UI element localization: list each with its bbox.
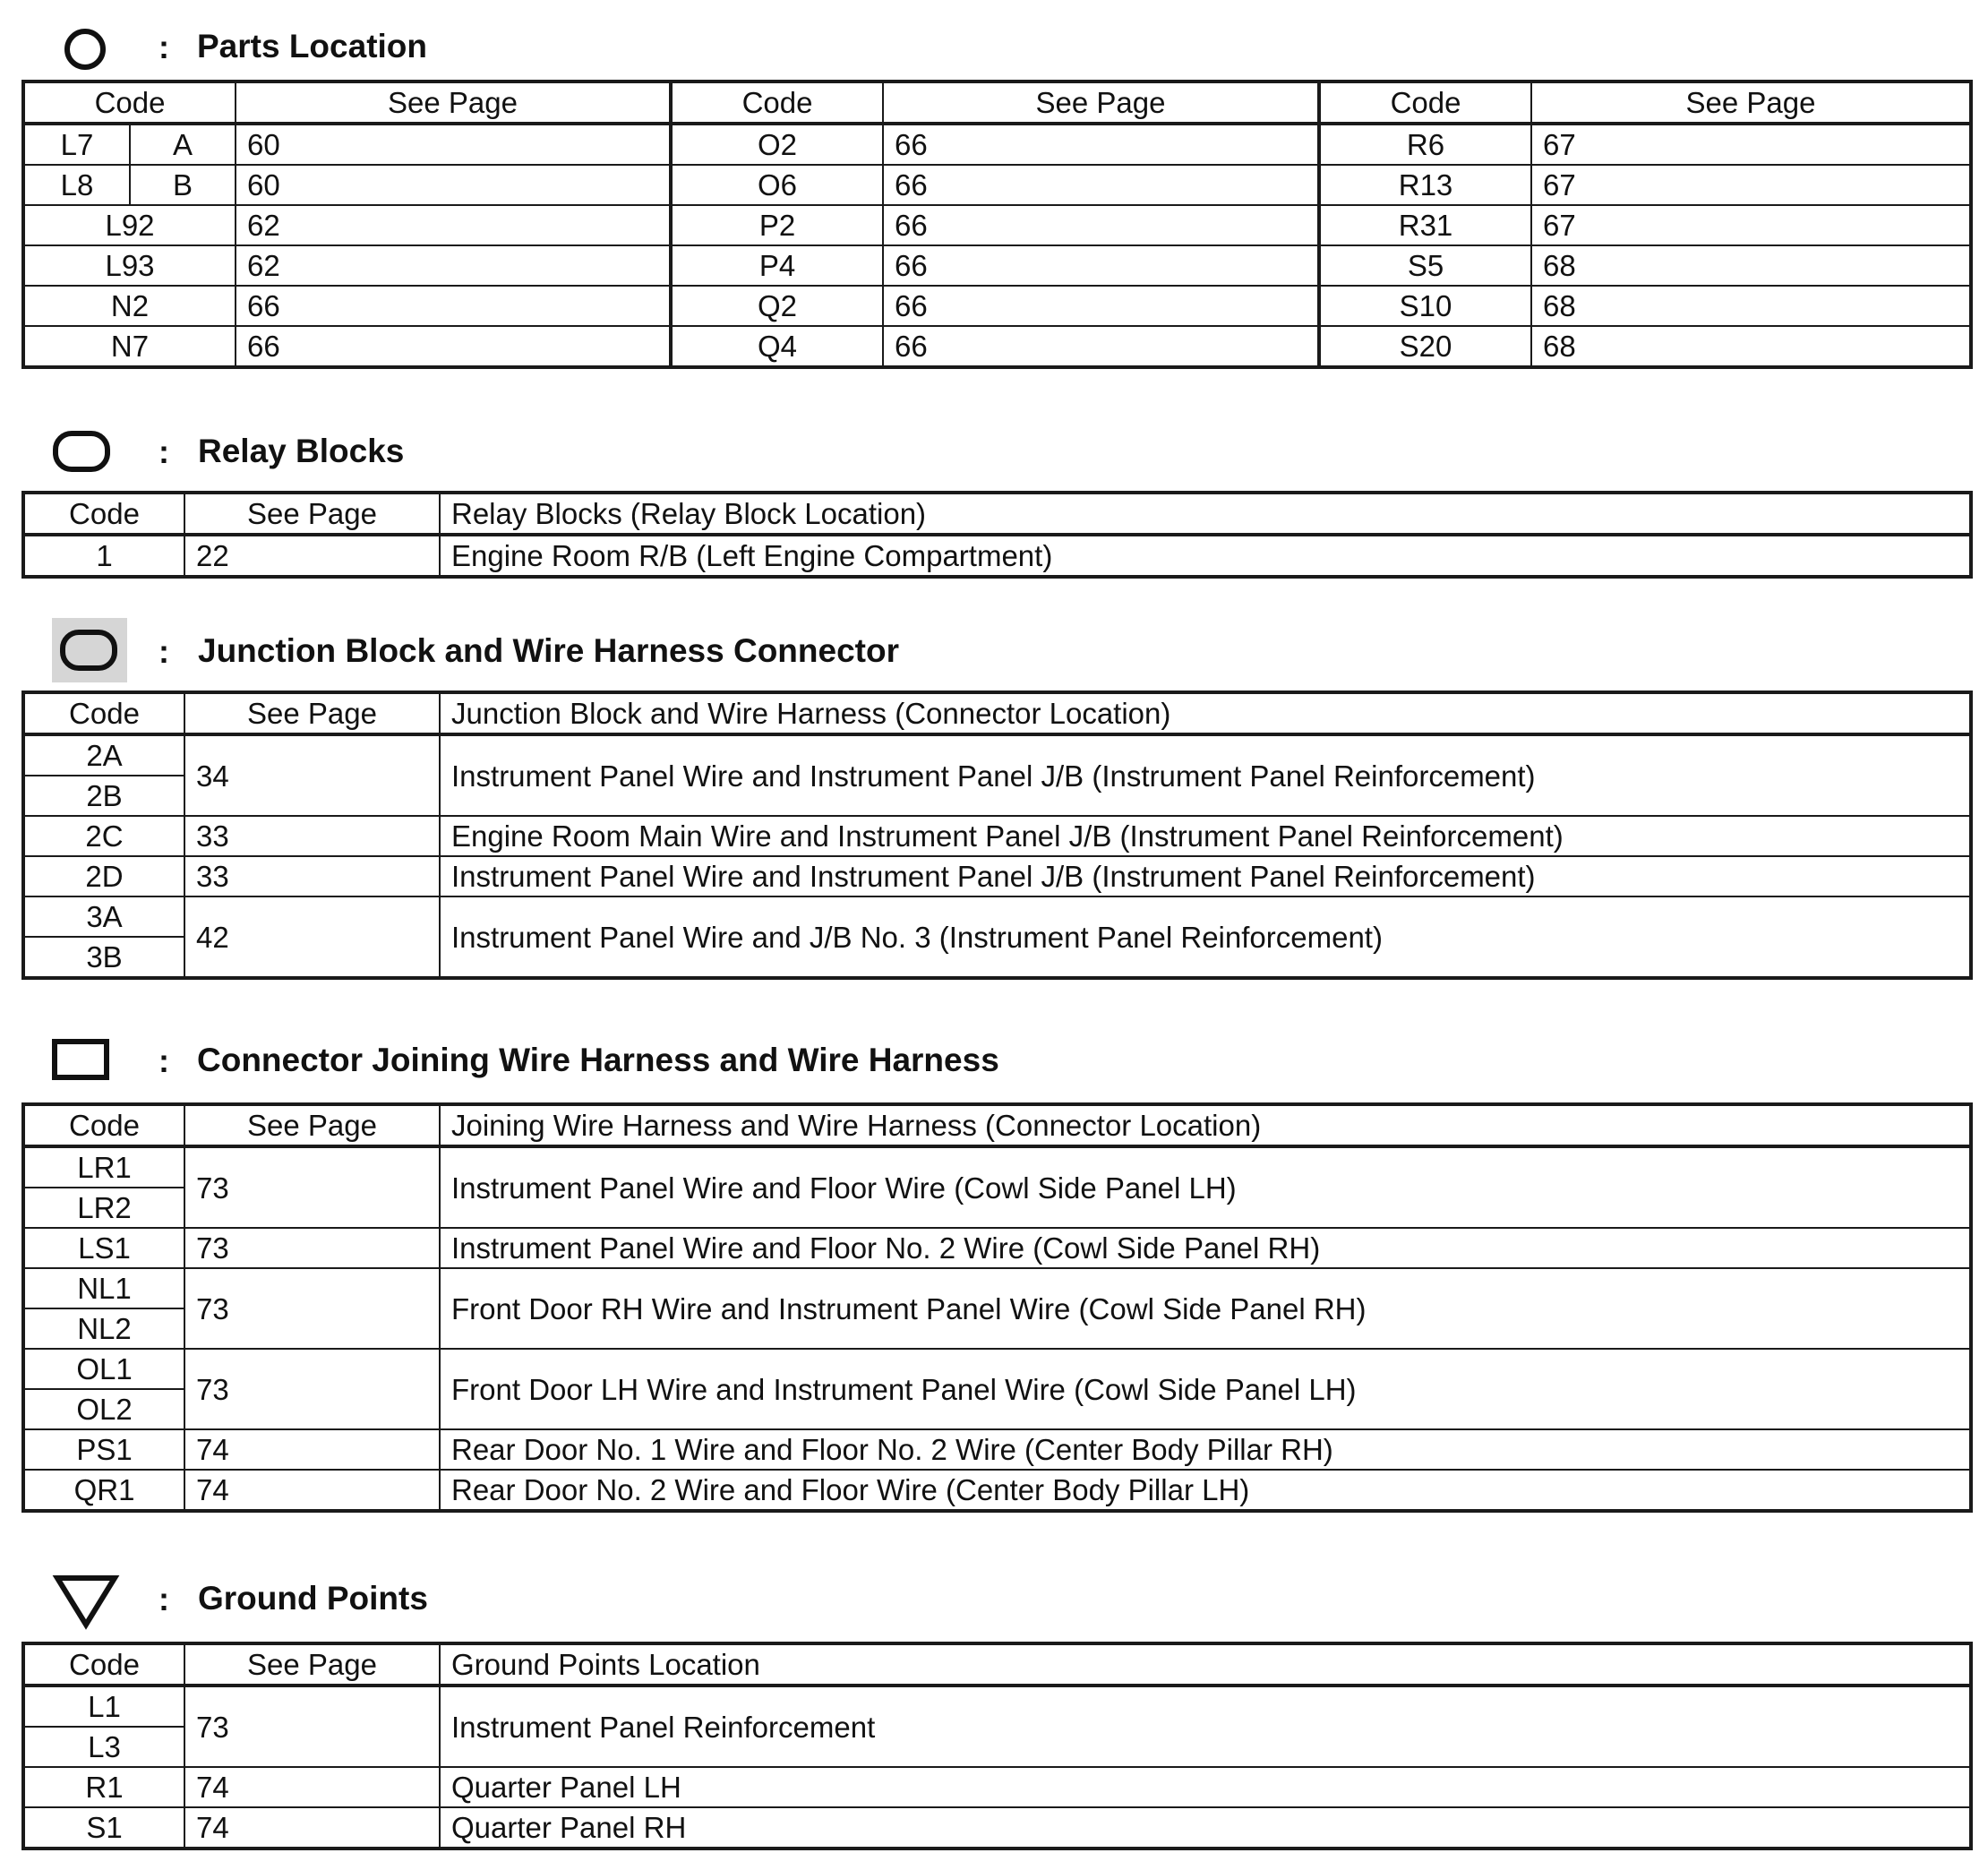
- code-cell: NL1: [23, 1268, 184, 1308]
- description-cell: Instrument Panel Reinforcement: [440, 1686, 1971, 1767]
- page-cell: 66: [883, 326, 1319, 367]
- code-suffix-cell: A: [130, 124, 236, 165]
- table-row: [23, 1268, 1971, 1308]
- section-title: Connector Joining Wire Harness and Wire Harness: [197, 1042, 999, 1078]
- junction-block-heading: [21, 618, 1969, 672]
- table-row: [23, 1429, 1971, 1470]
- code-cell: 2B: [23, 776, 184, 816]
- page-cell: 73: [184, 1146, 440, 1228]
- description-cell: Engine Room R/B (Left Engine Compartment): [440, 535, 1971, 577]
- col-header-see-page: See Page: [184, 692, 440, 734]
- col-header-see-page: See Page: [1531, 81, 1971, 124]
- table-header-row: [23, 692, 1971, 734]
- heading-colon: :: [159, 1042, 169, 1079]
- code-cell: O6: [671, 165, 883, 205]
- page-cell: 62: [236, 205, 671, 245]
- table-row: [23, 734, 1971, 776]
- code-cell: S1: [23, 1807, 184, 1849]
- code-cell: 2C: [23, 816, 184, 856]
- code-cell: P4: [671, 245, 883, 286]
- code-cell: OL1: [23, 1349, 184, 1389]
- col-header-code: Code: [1319, 81, 1531, 124]
- connector-joining-section: [21, 1030, 1969, 1513]
- triangle-symbol-icon: [52, 1573, 124, 1632]
- col-header-location: Joining Wire Harness and Wire Harness (Connector Location): [440, 1104, 1971, 1146]
- col-header-see-page: See Page: [184, 1643, 440, 1686]
- table-row: [23, 1470, 1971, 1511]
- section-title: Ground Points: [198, 1580, 428, 1617]
- page-cell: 74: [184, 1767, 440, 1807]
- page-cell: 22: [184, 535, 440, 577]
- code-cell: L7: [23, 124, 130, 165]
- table-row: [23, 535, 1971, 577]
- col-header-code: Code: [23, 1104, 184, 1146]
- table-row: [23, 1146, 1971, 1188]
- page-cell: 66: [883, 245, 1319, 286]
- code-cell: 2D: [23, 856, 184, 896]
- heading-colon: :: [159, 29, 169, 65]
- col-header-see-page: See Page: [236, 81, 671, 124]
- col-header-code: Code: [23, 692, 184, 734]
- ground-points-table: [21, 1642, 1973, 1850]
- table-header-row: [23, 1104, 1971, 1146]
- parts-location-section: [21, 16, 1969, 369]
- col-header-code: Code: [671, 81, 883, 124]
- table-header-row: [23, 493, 1971, 535]
- code-cell: 3B: [23, 937, 184, 978]
- page-cell: 73: [184, 1686, 440, 1767]
- junction-block-section: [21, 618, 1969, 980]
- page-cell: 73: [184, 1349, 440, 1429]
- code-suffix-cell: B: [130, 165, 236, 205]
- page-cell: 73: [184, 1228, 440, 1268]
- page-cell: 66: [883, 165, 1319, 205]
- code-cell: Q2: [671, 286, 883, 326]
- relay-blocks-table: [21, 491, 1973, 579]
- code-cell: N7: [23, 326, 236, 367]
- code-cell: R6: [1319, 124, 1531, 165]
- page-cell: 62: [236, 245, 671, 286]
- square-symbol-icon: [52, 1039, 109, 1080]
- col-header-location: Relay Blocks (Relay Block Location): [440, 493, 1971, 535]
- table-row: [23, 205, 1971, 245]
- code-cell: O2: [671, 124, 883, 165]
- page-cell: 60: [236, 165, 671, 205]
- code-cell: R13: [1319, 165, 1531, 205]
- col-header-code: Code: [23, 1643, 184, 1686]
- code-cell: P2: [671, 205, 883, 245]
- description-cell: Rear Door No. 1 Wire and Floor No. 2 Wire (Center Body Pillar RH): [440, 1429, 1971, 1470]
- heading-colon: :: [159, 433, 169, 470]
- relay-blocks-heading: [21, 419, 1969, 473]
- table-row: [23, 816, 1971, 856]
- code-cell: PS1: [23, 1429, 184, 1470]
- page-cell: 34: [184, 734, 440, 816]
- col-header-see-page: See Page: [184, 1104, 440, 1146]
- shaded-rounded-rect-symbol-icon: [52, 618, 127, 682]
- code-cell: L93: [23, 245, 236, 286]
- code-cell: Q4: [671, 326, 883, 367]
- col-header-location: Ground Points Location: [440, 1643, 1971, 1686]
- page-cell: 67: [1531, 165, 1971, 205]
- heading-colon: :: [159, 633, 169, 670]
- code-cell: OL2: [23, 1389, 184, 1429]
- table-header-row: [23, 81, 1971, 124]
- page-cell: 60: [236, 124, 671, 165]
- col-header-code: Code: [23, 81, 236, 124]
- code-cell: 2A: [23, 734, 184, 776]
- page-cell: 74: [184, 1429, 440, 1470]
- description-cell: Rear Door No. 2 Wire and Floor Wire (Center Body Pillar LH): [440, 1470, 1971, 1511]
- junction-block-table: [21, 691, 1973, 980]
- page-cell: 67: [1531, 124, 1971, 165]
- table-row: [23, 1349, 1971, 1389]
- description-cell: Instrument Panel Wire and Instrument Panel J/B (Instrument Panel Reinforcement): [440, 856, 1971, 896]
- table-row: [23, 1807, 1971, 1849]
- table-row: [23, 856, 1971, 896]
- description-cell: Instrument Panel Wire and J/B No. 3 (Instrument Panel Reinforcement): [440, 896, 1971, 978]
- page-cell: 74: [184, 1807, 440, 1849]
- code-cell: 1: [23, 535, 184, 577]
- description-cell: Front Door RH Wire and Instrument Panel Wire (Cowl Side Panel RH): [440, 1268, 1971, 1349]
- page-cell: 66: [236, 326, 671, 367]
- relay-blocks-section: [21, 419, 1969, 579]
- page-cell: 68: [1531, 326, 1971, 367]
- table-row: [23, 124, 1971, 165]
- page-cell: 73: [184, 1268, 440, 1349]
- table-row: [23, 1228, 1971, 1268]
- section-title: Junction Block and Wire Harness Connector: [198, 632, 899, 669]
- col-header-see-page: See Page: [184, 493, 440, 535]
- description-cell: Front Door LH Wire and Instrument Panel Wire (Cowl Side Panel LH): [440, 1349, 1971, 1429]
- section-title: Parts Location: [197, 28, 427, 64]
- page-cell: 66: [236, 286, 671, 326]
- section-title: Relay Blocks: [198, 433, 405, 469]
- page-cell: 67: [1531, 205, 1971, 245]
- heading-colon: :: [159, 1581, 169, 1617]
- code-cell: N2: [23, 286, 236, 326]
- code-cell: L92: [23, 205, 236, 245]
- page-cell: 66: [883, 286, 1319, 326]
- code-cell: 3A: [23, 896, 184, 937]
- page-cell: 74: [184, 1470, 440, 1511]
- description-cell: Instrument Panel Wire and Floor No. 2 Wire (Cowl Side Panel RH): [440, 1228, 1971, 1268]
- code-cell: S20: [1319, 326, 1531, 367]
- table-row: [23, 896, 1971, 937]
- code-cell: LS1: [23, 1228, 184, 1268]
- table-row: [23, 165, 1971, 205]
- description-cell: Instrument Panel Wire and Instrument Panel J/B (Instrument Panel Reinforcement): [440, 734, 1971, 816]
- parts-location-heading: [21, 16, 1969, 70]
- code-cell: R1: [23, 1767, 184, 1807]
- page-cell: 68: [1531, 286, 1971, 326]
- col-header-code: Code: [23, 493, 184, 535]
- table-header-row: [23, 1643, 1971, 1686]
- col-header-location: Junction Block and Wire Harness (Connector Location): [440, 692, 1971, 734]
- page-cell: 66: [883, 124, 1319, 165]
- ground-points-heading: [21, 1569, 1969, 1623]
- code-cell: LR2: [23, 1188, 184, 1228]
- page-cell: 33: [184, 856, 440, 896]
- code-cell: L3: [23, 1727, 184, 1767]
- page-cell: 33: [184, 816, 440, 856]
- rounded-rect-symbol-icon: [52, 430, 111, 473]
- code-cell: LR1: [23, 1146, 184, 1188]
- description-cell: Quarter Panel RH: [440, 1807, 1971, 1849]
- code-cell: S5: [1319, 245, 1531, 286]
- parts-location-table: [21, 80, 1973, 369]
- description-cell: Engine Room Main Wire and Instrument Panel J/B (Instrument Panel Reinforcement): [440, 816, 1971, 856]
- table-row: [23, 1686, 1971, 1727]
- table-row: [23, 1767, 1971, 1807]
- code-cell: L1: [23, 1686, 184, 1727]
- table-row: [23, 245, 1971, 286]
- description-cell: Quarter Panel LH: [440, 1767, 1971, 1807]
- code-cell: R31: [1319, 205, 1531, 245]
- connector-joining-heading: [21, 1030, 1969, 1084]
- code-cell: L8: [23, 165, 130, 205]
- page-cell: 42: [184, 896, 440, 978]
- table-row: [23, 286, 1971, 326]
- code-cell: NL2: [23, 1308, 184, 1349]
- table-row: [23, 326, 1971, 367]
- ground-points-section: [21, 1569, 1969, 1850]
- page-cell: 66: [883, 205, 1319, 245]
- description-cell: Instrument Panel Wire and Floor Wire (Cowl Side Panel LH): [440, 1146, 1971, 1228]
- code-cell: QR1: [23, 1470, 184, 1511]
- code-cell: S10: [1319, 286, 1531, 326]
- circle-symbol-icon: [63, 27, 107, 72]
- col-header-see-page: See Page: [883, 81, 1319, 124]
- connector-joining-table: [21, 1102, 1973, 1513]
- page-cell: 68: [1531, 245, 1971, 286]
